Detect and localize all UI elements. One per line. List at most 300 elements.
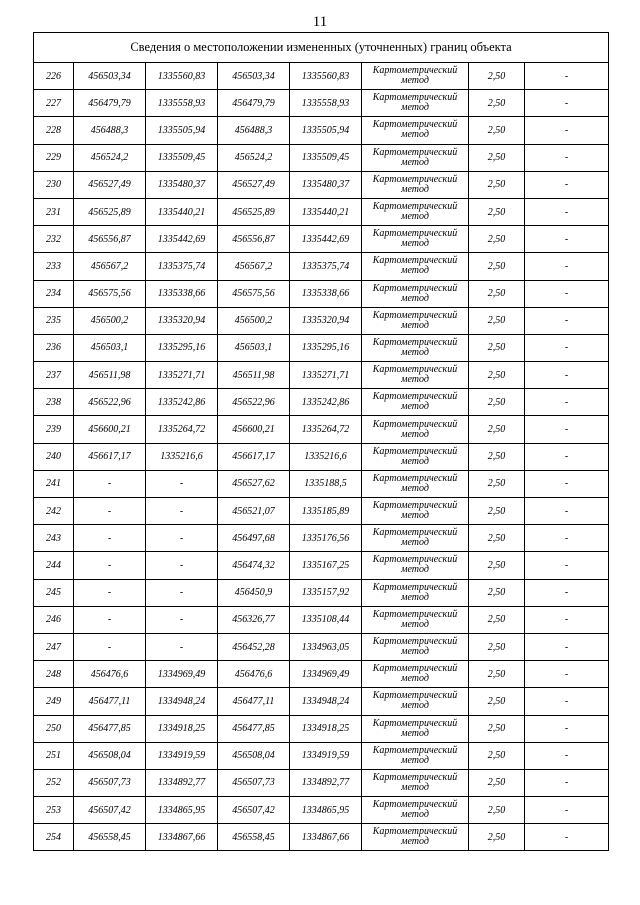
refined-y-cell: 1335505,94	[290, 117, 362, 144]
existing-y-cell: 1334918,25	[146, 715, 218, 742]
point-number-cell: 247	[34, 633, 74, 660]
note-cell: -	[525, 307, 609, 334]
method-cell	[362, 280, 469, 307]
accuracy-cell: 2,50	[469, 742, 525, 769]
existing-y-cell: 1334919,59	[146, 742, 218, 769]
refined-y-cell: 1335185,89	[290, 498, 362, 525]
point-number-cell: 242	[34, 498, 74, 525]
refined-x-cell: 456476,6	[218, 661, 290, 688]
method-cell	[362, 198, 469, 225]
table-row	[34, 144, 609, 171]
table-row	[34, 688, 609, 715]
method-cell	[362, 443, 469, 470]
method-cell	[362, 742, 469, 769]
method-cell	[362, 470, 469, 497]
method-line-2: метод	[401, 727, 429, 739]
existing-x-cell: 456500,2	[74, 307, 146, 334]
table-row	[34, 606, 609, 633]
note-cell: -	[525, 606, 609, 633]
existing-y-cell: 1335320,94	[146, 307, 218, 334]
accuracy-cell: 2,50	[469, 198, 525, 225]
method-line-2: метод	[401, 374, 429, 386]
accuracy-cell: 2,50	[469, 171, 525, 198]
point-number-cell: 233	[34, 253, 74, 280]
method-cell	[362, 144, 469, 171]
existing-y-cell: -	[146, 525, 218, 552]
note-cell: -	[525, 661, 609, 688]
method-cell	[362, 226, 469, 253]
note-cell: -	[525, 226, 609, 253]
refined-x-cell: 456452,28	[218, 633, 290, 660]
table-row	[34, 552, 609, 579]
refined-y-cell: 1335375,74	[290, 253, 362, 280]
accuracy-cell: 2,50	[469, 579, 525, 606]
note-cell: -	[525, 579, 609, 606]
existing-y-cell: 1335295,16	[146, 334, 218, 361]
table-row	[34, 797, 609, 824]
table-row	[34, 443, 609, 470]
refined-y-cell: 1334867,66	[290, 824, 362, 851]
note-cell: -	[525, 117, 609, 144]
existing-y-cell: 1335560,83	[146, 63, 218, 90]
method-line-1: Картометрический	[372, 500, 458, 512]
existing-y-cell: 1335558,93	[146, 90, 218, 117]
existing-x-cell: 456503,34	[74, 63, 146, 90]
point-number-cell: 250	[34, 715, 74, 742]
refined-x-cell: 456527,62	[218, 470, 290, 497]
table-row	[34, 498, 609, 525]
existing-x-cell: 456527,49	[74, 171, 146, 198]
note-cell: -	[525, 797, 609, 824]
refined-x-cell: 456500,2	[218, 307, 290, 334]
refined-y-cell: 1334865,95	[290, 797, 362, 824]
point-number-cell: 243	[34, 525, 74, 552]
point-number-cell: 245	[34, 579, 74, 606]
method-cell	[362, 389, 469, 416]
table-row	[34, 824, 609, 851]
existing-x-cell: 456477,85	[74, 715, 146, 742]
refined-x-cell: 456556,87	[218, 226, 290, 253]
refined-x-cell: 456525,89	[218, 198, 290, 225]
refined-y-cell: 1335188,5	[290, 470, 362, 497]
table-row	[34, 389, 609, 416]
refined-y-cell: 1335509,45	[290, 144, 362, 171]
method-cell	[362, 362, 469, 389]
refined-y-cell: 1335216,6	[290, 443, 362, 470]
accuracy-cell: 2,50	[469, 470, 525, 497]
point-number-cell: 252	[34, 769, 74, 796]
point-number-cell: 226	[34, 63, 74, 90]
method-line-2: метод	[401, 618, 429, 630]
table-row	[34, 171, 609, 198]
point-number-cell: 254	[34, 824, 74, 851]
existing-y-cell: -	[146, 579, 218, 606]
note-cell: -	[525, 198, 609, 225]
accuracy-cell: 2,50	[469, 416, 525, 443]
method-cell	[362, 769, 469, 796]
refined-x-cell: 456521,07	[218, 498, 290, 525]
accuracy-cell: 2,50	[469, 389, 525, 416]
table-row	[34, 525, 609, 552]
existing-x-cell: 456511,98	[74, 362, 146, 389]
table-row	[34, 742, 609, 769]
refined-y-cell: 1335558,93	[290, 90, 362, 117]
table-header-row	[34, 33, 609, 63]
accuracy-cell: 2,50	[469, 552, 525, 579]
accuracy-cell: 2,50	[469, 63, 525, 90]
point-number-cell: 249	[34, 688, 74, 715]
method-cell	[362, 498, 469, 525]
existing-x-cell: 456567,2	[74, 253, 146, 280]
method-line-2: метод	[401, 700, 429, 712]
existing-x-cell: 456479,79	[74, 90, 146, 117]
existing-y-cell: 1334969,49	[146, 661, 218, 688]
method-line-2: метод	[401, 510, 429, 522]
existing-x-cell: -	[74, 525, 146, 552]
method-cell	[362, 525, 469, 552]
refined-x-cell: 456507,73	[218, 769, 290, 796]
refined-x-cell: 456479,79	[218, 90, 290, 117]
refined-x-cell: 456600,21	[218, 416, 290, 443]
method-line-2: метод	[401, 401, 429, 413]
accuracy-cell: 2,50	[469, 824, 525, 851]
note-cell: -	[525, 498, 609, 525]
method-line-2: метод	[401, 564, 429, 576]
method-line-1: Картометрический	[372, 826, 458, 838]
point-number-cell: 238	[34, 389, 74, 416]
method-line-2: метод	[401, 129, 429, 141]
note-cell: -	[525, 824, 609, 851]
refined-x-cell: 456326,77	[218, 606, 290, 633]
method-cell	[362, 715, 469, 742]
method-line-2: метод	[401, 646, 429, 658]
existing-y-cell: 1335264,72	[146, 416, 218, 443]
refined-x-cell: 456522,96	[218, 389, 290, 416]
accuracy-cell: 2,50	[469, 280, 525, 307]
method-cell	[362, 633, 469, 660]
accuracy-cell: 2,50	[469, 661, 525, 688]
existing-x-cell: 456558,45	[74, 824, 146, 851]
method-line-2: метод	[401, 292, 429, 304]
refined-y-cell: 1335108,44	[290, 606, 362, 633]
point-number-cell: 234	[34, 280, 74, 307]
method-line-1: Картометрический	[372, 663, 458, 675]
note-cell: -	[525, 688, 609, 715]
accuracy-cell: 2,50	[469, 117, 525, 144]
method-cell	[362, 171, 469, 198]
note-cell: -	[525, 171, 609, 198]
existing-y-cell: 1335480,37	[146, 171, 218, 198]
existing-x-cell: 456524,2	[74, 144, 146, 171]
existing-y-cell: 1335442,69	[146, 226, 218, 253]
note-cell: -	[525, 253, 609, 280]
refined-x-cell: 456503,34	[218, 63, 290, 90]
table-row	[34, 633, 609, 660]
existing-y-cell: 1334867,66	[146, 824, 218, 851]
method-cell	[362, 552, 469, 579]
table-row	[34, 90, 609, 117]
refined-y-cell: 1335480,37	[290, 171, 362, 198]
method-line-1: Картометрический	[372, 608, 458, 620]
refined-y-cell: 1335157,92	[290, 579, 362, 606]
refined-y-cell: 1335264,72	[290, 416, 362, 443]
existing-x-cell: 456522,96	[74, 389, 146, 416]
existing-y-cell: 1335509,45	[146, 144, 218, 171]
existing-x-cell: 456507,42	[74, 797, 146, 824]
method-line-1: Картометрический	[372, 201, 458, 213]
method-line-2: метод	[401, 836, 429, 848]
refined-y-cell: 1335320,94	[290, 307, 362, 334]
method-cell	[362, 90, 469, 117]
existing-x-cell: -	[74, 606, 146, 633]
accuracy-cell: 2,50	[469, 90, 525, 117]
note-cell: -	[525, 416, 609, 443]
method-line-1: Картометрический	[372, 636, 458, 648]
point-number-cell: 239	[34, 416, 74, 443]
boundary-coordinates-table	[33, 32, 609, 851]
note-cell: -	[525, 769, 609, 796]
existing-y-cell: 1335242,86	[146, 389, 218, 416]
table-row	[34, 334, 609, 361]
existing-y-cell: -	[146, 606, 218, 633]
accuracy-cell: 2,50	[469, 688, 525, 715]
method-cell	[362, 334, 469, 361]
point-number-cell: 232	[34, 226, 74, 253]
method-cell	[362, 661, 469, 688]
table-row	[34, 117, 609, 144]
note-cell: -	[525, 280, 609, 307]
accuracy-cell: 2,50	[469, 769, 525, 796]
table-row	[34, 253, 609, 280]
note-cell: -	[525, 334, 609, 361]
method-line-1: Картометрический	[372, 771, 458, 783]
existing-y-cell: 1335338,66	[146, 280, 218, 307]
note-cell: -	[525, 470, 609, 497]
accuracy-cell: 2,50	[469, 525, 525, 552]
existing-y-cell: -	[146, 552, 218, 579]
note-cell: -	[525, 144, 609, 171]
existing-x-cell: -	[74, 633, 146, 660]
note-cell: -	[525, 63, 609, 90]
point-number-cell: 229	[34, 144, 74, 171]
method-line-1: Картометрический	[372, 717, 458, 729]
method-line-2: метод	[401, 781, 429, 793]
method-line-2: метод	[401, 211, 429, 223]
refined-x-cell: 456527,49	[218, 171, 290, 198]
refined-x-cell: 456507,42	[218, 797, 290, 824]
method-line-2: метод	[401, 428, 429, 440]
table-row	[34, 63, 609, 90]
point-number-cell: 227	[34, 90, 74, 117]
point-number-cell: 230	[34, 171, 74, 198]
refined-x-cell: 456497,68	[218, 525, 290, 552]
existing-y-cell: 1335216,6	[146, 443, 218, 470]
accuracy-cell: 2,50	[469, 606, 525, 633]
method-line-1: Картометрический	[372, 336, 458, 348]
refined-x-cell: 456503,1	[218, 334, 290, 361]
refined-x-cell: 456511,98	[218, 362, 290, 389]
point-number-cell: 253	[34, 797, 74, 824]
method-line-1: Картометрический	[372, 119, 458, 131]
accuracy-cell: 2,50	[469, 253, 525, 280]
existing-y-cell: 1335440,21	[146, 198, 218, 225]
page-number: 11	[312, 14, 328, 30]
method-line-1: Картометрический	[372, 581, 458, 593]
note-cell: -	[525, 742, 609, 769]
table-row	[34, 226, 609, 253]
point-number-cell: 244	[34, 552, 74, 579]
method-cell	[362, 688, 469, 715]
method-line-1: Картометрический	[372, 364, 458, 376]
refined-y-cell: 1335167,25	[290, 552, 362, 579]
point-number-cell: 248	[34, 661, 74, 688]
point-number-cell: 228	[34, 117, 74, 144]
refined-y-cell: 1334892,77	[290, 769, 362, 796]
method-line-2: метод	[401, 183, 429, 195]
table-row	[34, 470, 609, 497]
existing-x-cell: 456476,6	[74, 661, 146, 688]
refined-y-cell: 1335176,56	[290, 525, 362, 552]
existing-x-cell: 456600,21	[74, 416, 146, 443]
point-number-cell: 236	[34, 334, 74, 361]
refined-x-cell: 456567,2	[218, 253, 290, 280]
accuracy-cell: 2,50	[469, 362, 525, 389]
existing-y-cell: 1334865,95	[146, 797, 218, 824]
refined-y-cell: 1335295,16	[290, 334, 362, 361]
table-row	[34, 198, 609, 225]
method-line-2: метод	[401, 156, 429, 168]
method-line-1: Картометрический	[372, 391, 458, 403]
table-row	[34, 362, 609, 389]
method-line-1: Картометрический	[372, 92, 458, 104]
refined-y-cell: 1334963,05	[290, 633, 362, 660]
method-cell	[362, 117, 469, 144]
table-row	[34, 280, 609, 307]
method-cell	[362, 416, 469, 443]
refined-y-cell: 1335560,83	[290, 63, 362, 90]
accuracy-cell: 2,50	[469, 307, 525, 334]
table-row	[34, 416, 609, 443]
note-cell: -	[525, 633, 609, 660]
method-line-2: метод	[401, 265, 429, 277]
method-line-1: Картометрический	[372, 527, 458, 539]
method-line-1: Картометрический	[372, 418, 458, 430]
method-line-1: Картометрический	[372, 65, 458, 77]
point-number-cell: 246	[34, 606, 74, 633]
method-line-1: Картометрический	[372, 146, 458, 158]
refined-y-cell: 1335442,69	[290, 226, 362, 253]
existing-y-cell: -	[146, 633, 218, 660]
table-row	[34, 661, 609, 688]
method-line-2: метод	[401, 455, 429, 467]
accuracy-cell: 2,50	[469, 226, 525, 253]
method-line-1: Картометрический	[372, 472, 458, 484]
refined-x-cell: 456474,32	[218, 552, 290, 579]
accuracy-cell: 2,50	[469, 498, 525, 525]
existing-y-cell: 1334948,24	[146, 688, 218, 715]
note-cell: -	[525, 362, 609, 389]
refined-x-cell: 456617,17	[218, 443, 290, 470]
existing-x-cell: 456477,11	[74, 688, 146, 715]
existing-x-cell: 456507,73	[74, 769, 146, 796]
note-cell: -	[525, 525, 609, 552]
method-line-1: Картометрический	[372, 690, 458, 702]
method-line-1: Картометрический	[372, 173, 458, 185]
method-line-2: метод	[401, 319, 429, 331]
method-line-2: метод	[401, 673, 429, 685]
method-line-1: Картометрический	[372, 309, 458, 321]
existing-y-cell: 1335271,71	[146, 362, 218, 389]
note-cell: -	[525, 552, 609, 579]
method-cell	[362, 606, 469, 633]
existing-x-cell: -	[74, 552, 146, 579]
existing-x-cell: -	[74, 579, 146, 606]
method-line-2: метод	[401, 809, 429, 821]
existing-x-cell: 456488,3	[74, 117, 146, 144]
method-line-1: Картометрический	[372, 744, 458, 756]
accuracy-cell: 2,50	[469, 633, 525, 660]
table-row	[34, 769, 609, 796]
existing-x-cell: -	[74, 470, 146, 497]
refined-x-cell: 456575,56	[218, 280, 290, 307]
method-cell	[362, 824, 469, 851]
method-line-2: метод	[401, 238, 429, 250]
table-title: Сведения о местоположении измененных (уточненных) границ объекта	[34, 33, 609, 63]
method-line-2: метод	[401, 346, 429, 358]
method-line-2: метод	[401, 591, 429, 603]
existing-x-cell: 456575,56	[74, 280, 146, 307]
method-line-1: Картометрический	[372, 228, 458, 240]
refined-y-cell: 1334919,59	[290, 742, 362, 769]
refined-y-cell: 1335271,71	[290, 362, 362, 389]
point-number-cell: 240	[34, 443, 74, 470]
refined-y-cell: 1335338,66	[290, 280, 362, 307]
existing-y-cell: 1335375,74	[146, 253, 218, 280]
refined-x-cell: 456477,85	[218, 715, 290, 742]
accuracy-cell: 2,50	[469, 715, 525, 742]
refined-x-cell: 456477,11	[218, 688, 290, 715]
existing-x-cell: 456508,04	[74, 742, 146, 769]
refined-x-cell: 456524,2	[218, 144, 290, 171]
existing-x-cell: 456503,1	[74, 334, 146, 361]
existing-y-cell: -	[146, 470, 218, 497]
point-number-cell: 231	[34, 198, 74, 225]
method-cell	[362, 307, 469, 334]
method-cell	[362, 63, 469, 90]
method-cell	[362, 253, 469, 280]
table-row	[34, 307, 609, 334]
point-number-cell: 235	[34, 307, 74, 334]
method-line-1: Картометрический	[372, 554, 458, 566]
table-row	[34, 579, 609, 606]
existing-x-cell: 456525,89	[74, 198, 146, 225]
note-cell: -	[525, 389, 609, 416]
refined-x-cell: 456488,3	[218, 117, 290, 144]
note-cell: -	[525, 715, 609, 742]
refined-y-cell: 1334918,25	[290, 715, 362, 742]
accuracy-cell: 2,50	[469, 334, 525, 361]
method-line-2: метод	[401, 482, 429, 494]
existing-y-cell: 1334892,77	[146, 769, 218, 796]
existing-x-cell: 456556,87	[74, 226, 146, 253]
refined-y-cell: 1335440,21	[290, 198, 362, 225]
method-line-2: метод	[401, 754, 429, 766]
method-line-2: метод	[401, 75, 429, 87]
method-line-2: метод	[401, 102, 429, 114]
existing-x-cell: -	[74, 498, 146, 525]
existing-x-cell: 456617,17	[74, 443, 146, 470]
method-cell	[362, 797, 469, 824]
